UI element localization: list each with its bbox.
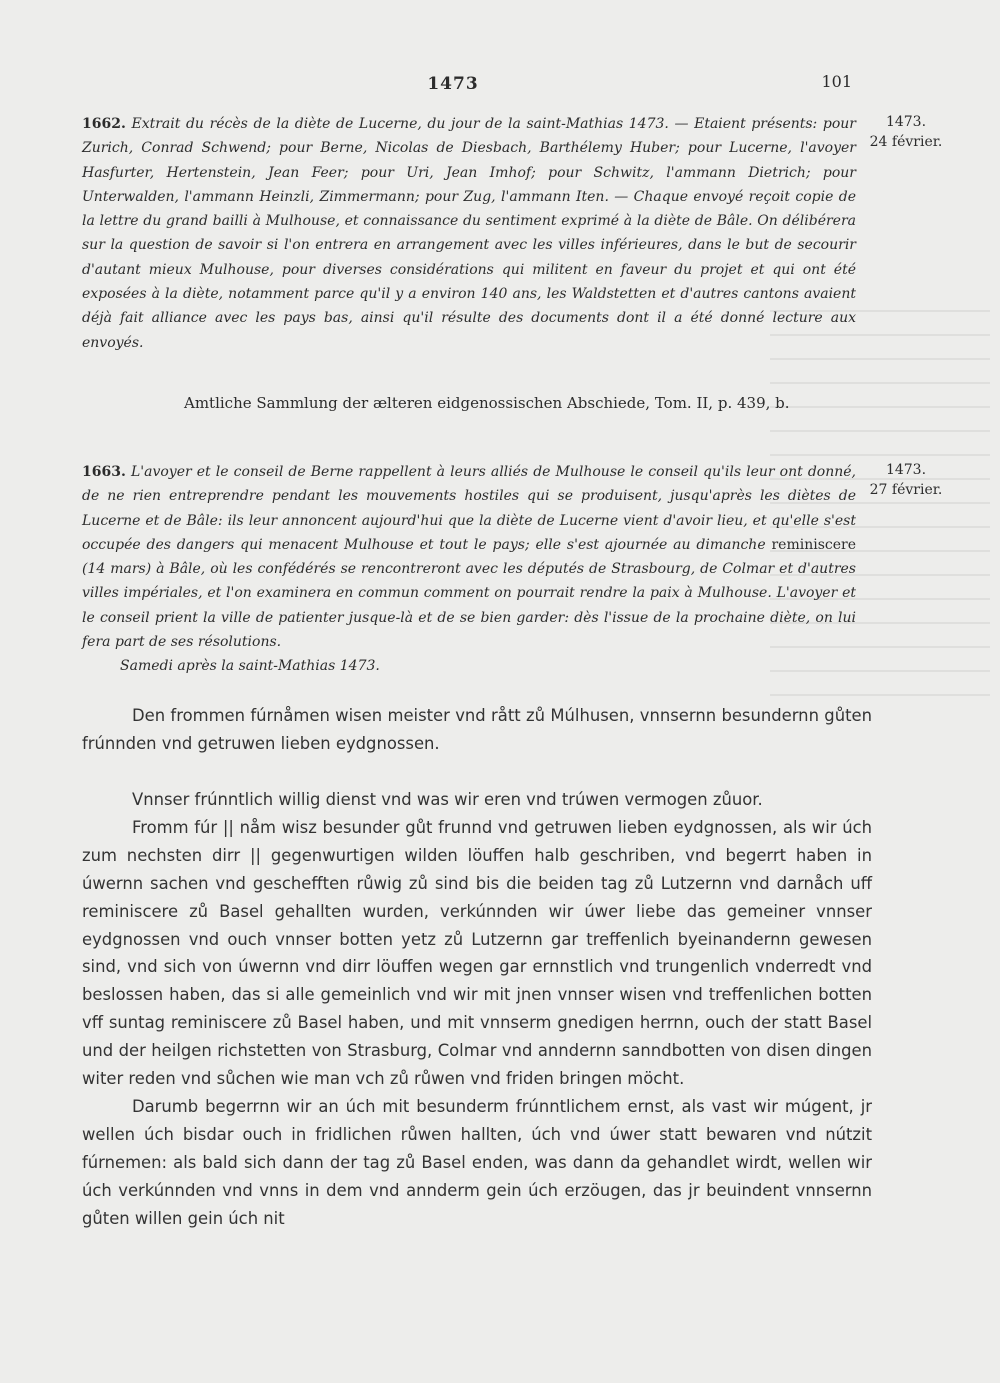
margin-day: 24 février. [869, 134, 943, 150]
margin-day: 27 février. [869, 482, 943, 498]
body-paragraph-1: Fromm fúr || nåm wisz besunder gůt frunnd vnd getruwen lieben eydgnossen, als wir úch zum nechsten dirr || gegenwurtigen wilden löuffen halb geschriben, vnd begerrt haben in úwernn sachen vnd geschefften růwig zů sind bis die beiden tag zů Lutzernn vnd darnåch uff reminiscere zů Basel gehallten wurden, verkúnnden wir úwer liebe das gemeiner vnnser eydgnossen vnd ouch vnnser botten yetz zů Lutzernn gar treffenlich byeinandernn gewesen sind, vnd sich von úwernn vnd dirr löuffen wegen gar ernnstlich vnd trungenlich vnderredt vnd beslossen haben, das si alle gemeinlich vnd wir mit jnen vnnser wisen vnd treffenlichen botten vff suntag reminiscere zů Basel haben, und mit vnnserm gnedigen herrnn, ouch der statt Basel und der heilgen richstetten von Strasburg, Colmar vnd anndernn sanndbotten von disen dingen witer reden vnd sůchen wie man vch zů růwen vnd friden bringen möcht. [82, 817, 872, 1089]
margin-date-1662 [860, 112, 952, 152]
entry-number: 1663. [82, 464, 126, 480]
letter-address [82, 702, 872, 758]
letter-body [82, 786, 872, 1233]
address-paragraph: Den frommen fúrnåmen wisen meister vnd rått zů Múlhusen, vnnsernn besundernn gůten frúnnden vnd getruwen lieben eydgnossen. [82, 706, 872, 753]
greeting-paragraph: Vnnser frúnntlich willig dienst vnd was wir eren vnd trúwen vermogen zůuor. [132, 790, 763, 809]
entry-summary: Extrait du récès de la diète de Lucerne, du jour de la saint-Mathias 1473. — Etaient présents: pour Zurich, Conrad Schwend; pour Berne, Nicolas de Diesbach, Barthélemy Huber; pour Lucerne, l'avoyer Hasfurter, Hertenstein, Jean Feer; pour Uri, Jean Imhof; pour Schwitz, l'ammann Dietrich; pour Unterwalden, l'ammann Heinzli, Zimmermann; pour Zug, l'ammann Iten. — Chaque envoyé reçoit copie de la lettre du grand bailli à Mulhouse, et connaissance du sentiment exprimé à la diète de Bâle. On délibérera sur la question de savoir si l'on entrera en arrangement avec les villes inférieures, dans le but de secourir d'autant mieux Mulhouse, pour diverses considérations qui militent en faveur du projet et qui ont été exposées à la diète, notamment parce qu'il y a environ 140 ans, les Waldstetten et d'autres cantons avaient déjà fait alliance avec les pays bas, ainsi qu'il résulte des documents dont il a été donné lecture aux envoyés. [82, 116, 856, 351]
letter-date: Samedi après la saint-Mathias 1473. [120, 658, 380, 674]
entry-1663 [82, 460, 856, 654]
running-header-year: 1473 [427, 74, 479, 94]
entry-1662 [82, 112, 856, 355]
entry-number: 1662. [82, 116, 126, 132]
entry-summary-a: L'avoyer et le conseil de Berne rappellent à leurs alliés de Mulhouse le conseil qu'ils leur ont donné, de ne rien entreprendre pendant les mouvements hostiles qui se produisent, jusqu'après les diètes de Lucerne et de Bâle: ils leur annoncent aujourd'hui que la diète de Lucerne vient d'avoir lieu, et qu'elle s'est occupée des dangers qui menacent Mulhouse et tout le pays; elle s'est ajournée au dimanche [82, 464, 857, 553]
body-paragraph-2: Darumb begerrnn wir an úch mit besunderm frúnntlichem ernst, als vast wir múgent, jr wellen úch bisdar ouch in fridlichen růwen hallten, úch vnd úwer statt bewaren vnd nútzit fúrnemen: als bald sich dann der tag zů Basel enden, was dann da gehandlet wirdt, wellen wir úch verkúnnden vnd vnns in dem vnd annderm gein úch erzöugen, das jr beuindent vnnsernn gůten willen gein úch nit [82, 1096, 872, 1228]
margin-year: 1473. [885, 462, 927, 478]
margin-date-1663 [860, 460, 952, 500]
entry-summary-roman: reminiscere [765, 536, 856, 553]
entry-summary-b: (14 mars) à Bâle, où les confédérés se rencontreront avec les députés de Strasbourg, de Colmar et d'autres villes impériales, et l'on examinera en commun comment on pourrait rendre la paix à Mulhouse. L'avoyer et le conseil prient la ville de patienter jusque-là et de se bien garder: dès l'issue de la prochaine diète, on lui fera part de ses résolutions. [82, 561, 856, 651]
margin-year: 1473. [885, 114, 927, 130]
page-number: 101 [821, 72, 852, 91]
source-citation: Amtliche Sammlung der ælteren eidgenossischen Abschiede, Tom. II, p. 439, b. [184, 394, 790, 412]
